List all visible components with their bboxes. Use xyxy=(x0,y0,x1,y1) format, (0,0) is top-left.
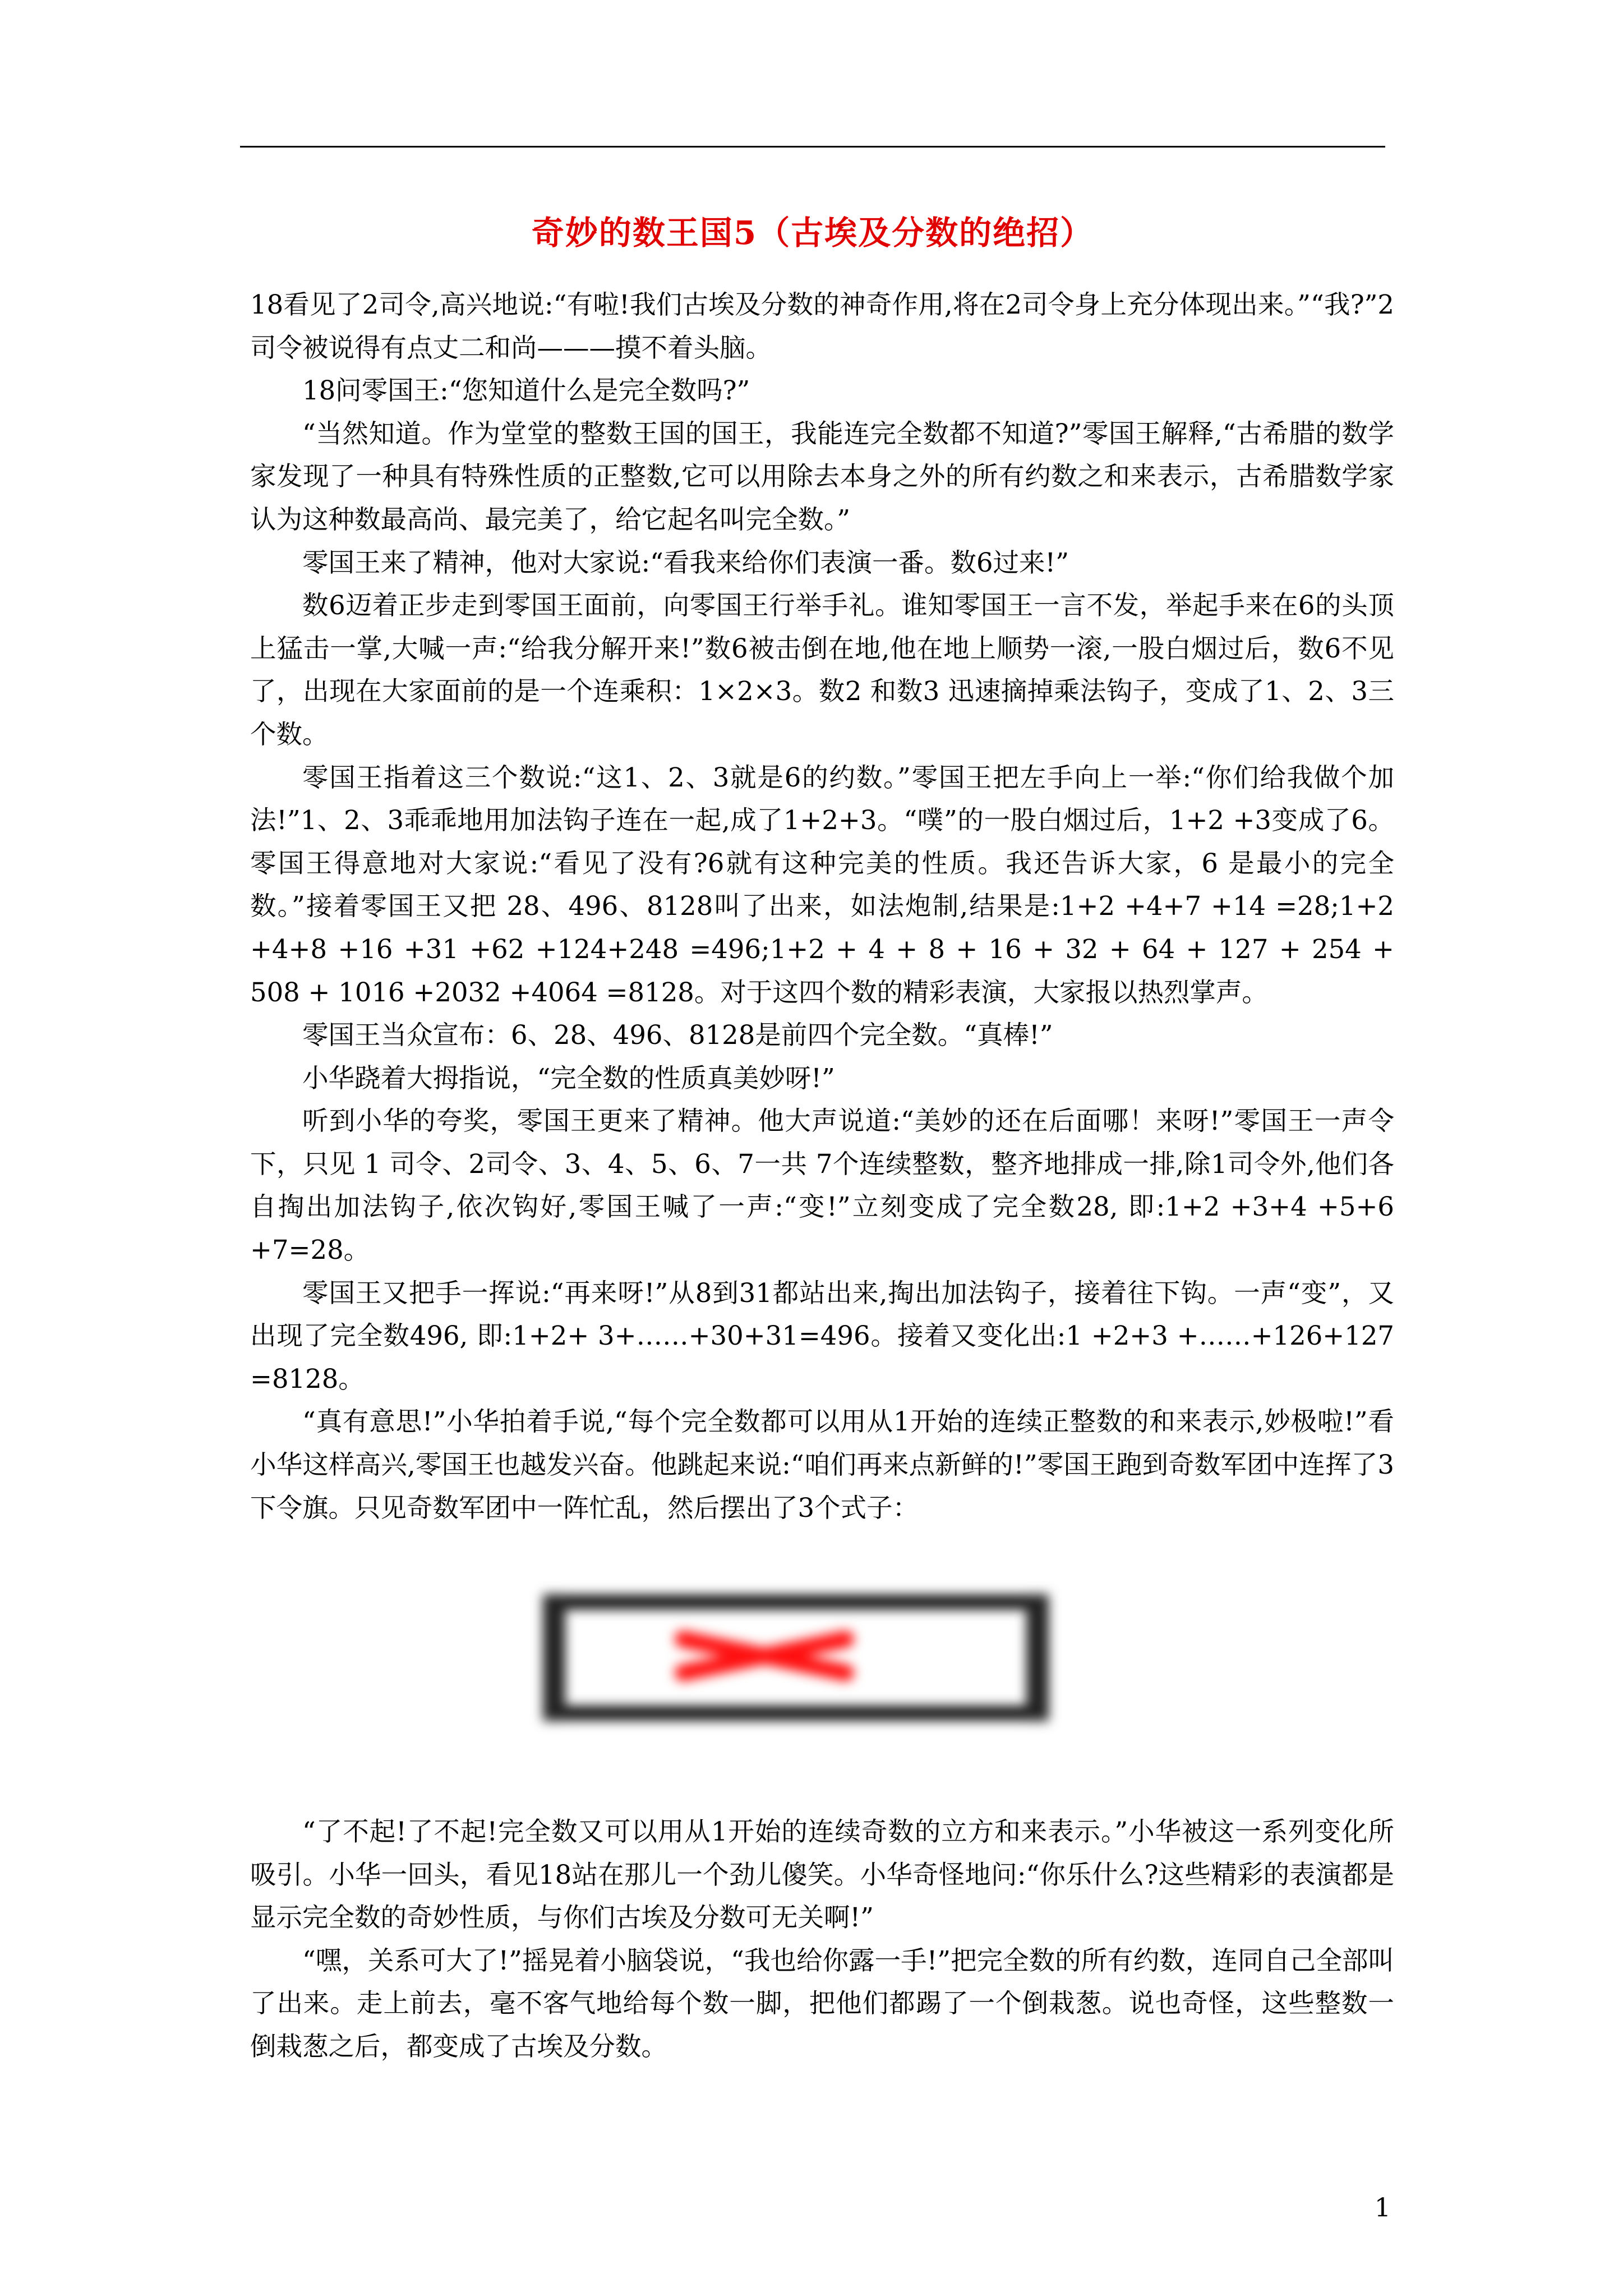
paragraph: 18看见了2司令,高兴地说:“有啦!我们古埃及分数的神奇作用,将在2司令身上充分体现出来。”“我?”2司令被说得有点丈二和尚———摸不着头脑。 xyxy=(250,289,1394,363)
broken-image-figure xyxy=(543,1594,1049,1721)
paragraph: “了不起!了不起!完全数又可以用从1开始的连续奇数的立方和来表示。”小华被这一系列变化所吸引。小华一回头，看见18站在那儿一个劲儿傻笑。小华奇怪地问:“你乐什么?这些精彩的表演都是显示完全数的奇妙性质，与你们古埃及分数可无关啊!” xyxy=(250,1816,1394,1933)
document-body xyxy=(250,283,1394,1529)
paragraph: 数6迈着正步走到零国王面前，向零国王行举手礼。谁知零国王一言不发，举起手来在6的头顶上猛击一掌,大喊一声:“给我分解开来!”数6被击倒在地,他在地上顺势一滚,一股白烟过后，数6不见了，出现在大家面前的是一个连乘积：1×2×3。数2 和数3 迅速摘掉乘法钩子，变成了1、2、3三个数。 xyxy=(250,590,1394,749)
header-rule xyxy=(240,146,1385,148)
paragraph: 零国王指着这三个数说:“这1、2、3就是6的约数。”零国王把左手向上一举:“你们给我做个加法!”1、2、3乖乖地用加法钩子连在一起,成了1+2+3。“噗”的一股白烟过后，1+2 +3变成了6。零国王得意地对大家说:“看见了没有?6就有这种完美的性质。我还告诉大家，6 是最小的完全数。”接着零国王又把 28、496、8128叫了出来，如法炮制,结果是:1+2 +4+7 +14 =28;1+2 +4+8 +16 +31 +62 +124+248 =496;1+2 + 4 + 8 + 16 + 32 + 64 + 127 + 254 + 508 + 1016 +2032 +4064 =8128。对于这四个数的精彩表演，大家报以热烈掌声。 xyxy=(250,762,1395,1007)
paragraph: 零国王当众宣布：6、28、496、8128是前四个完全数。“真棒!” xyxy=(302,1020,1053,1051)
paragraph: 小华跷着大拇指说，“完全数的性质真美妙呀!” xyxy=(302,1062,835,1093)
paragraph: 听到小华的夸奖，零国王更来了精神。他大声说道:“美妙的还在后面哪！来呀!”零国王一声令下，只见 1 司令、2司令、3、4、5、6、7一共 7个连续整数，整齐地排成一排,除1司令外,他们各自掏出加法钩子,依次钩好,零国王喊了一声:“变!”立刻变成了完全数28, 即:1+2 +3+4 +5+6 +7=28。 xyxy=(250,1106,1394,1266)
page-number: 1 xyxy=(1374,2192,1391,2223)
paragraph: “嘿，关系可大了!”摇晃着小脑袋说，“我也给你露一手!”把完全数的所有约数，连同自己全部叫了出来。走上前去，毫不客气地给每个数一脚，把他们都踢了一个倒栽葱。说也奇怪，这些整数一倒栽葱之后，都变成了古埃及分数。 xyxy=(250,1945,1394,2062)
paragraph: “当然知道。作为堂堂的整数王国的国王，我能连完全数都不知道?”零国王解释,“古希腊的数学家发现了一种具有特殊性质的正整数,它可以用除去本身之外的所有约数之和来表示，古希腊数学家认为这种数最高尚、最完美了，给它起名叫完全数。” xyxy=(250,418,1394,535)
document-body-continued xyxy=(250,1810,1394,2068)
paragraph: 18问零国王:“您知道什么是完全数吗?” xyxy=(302,375,750,406)
broken-image-icon xyxy=(543,1594,1049,1721)
paragraph: 零国王又把手一挥说:“再来呀!”从8到31都站出来,掏出加法钩子，接着往下钩。一声“变”，又出现了完全数496, 即:1+2+ 3+……+30+31=496。接着又变化出:1 +2+3 +……+126+127 =8128。 xyxy=(250,1277,1394,1394)
paragraph: 零国王来了精神，他对大家说:“看我来给你们表演一番。数6过来!” xyxy=(302,547,1069,578)
paragraph: “真有意思!”小华拍着手说,“每个完全数都可以用从1开始的连续正整数的和来表示,妙极啦!”看小华这样高兴,零国王也越发兴奋。他跳起来说:“咱们再来点新鲜的!”零国王跑到奇数军团中连挥了3下令旗。只见奇数军团中一阵忙乱，然后摆出了3个式子： xyxy=(250,1406,1394,1523)
document-title: 奇妙的数王国5（古埃及分数的绝招） xyxy=(531,214,1094,252)
